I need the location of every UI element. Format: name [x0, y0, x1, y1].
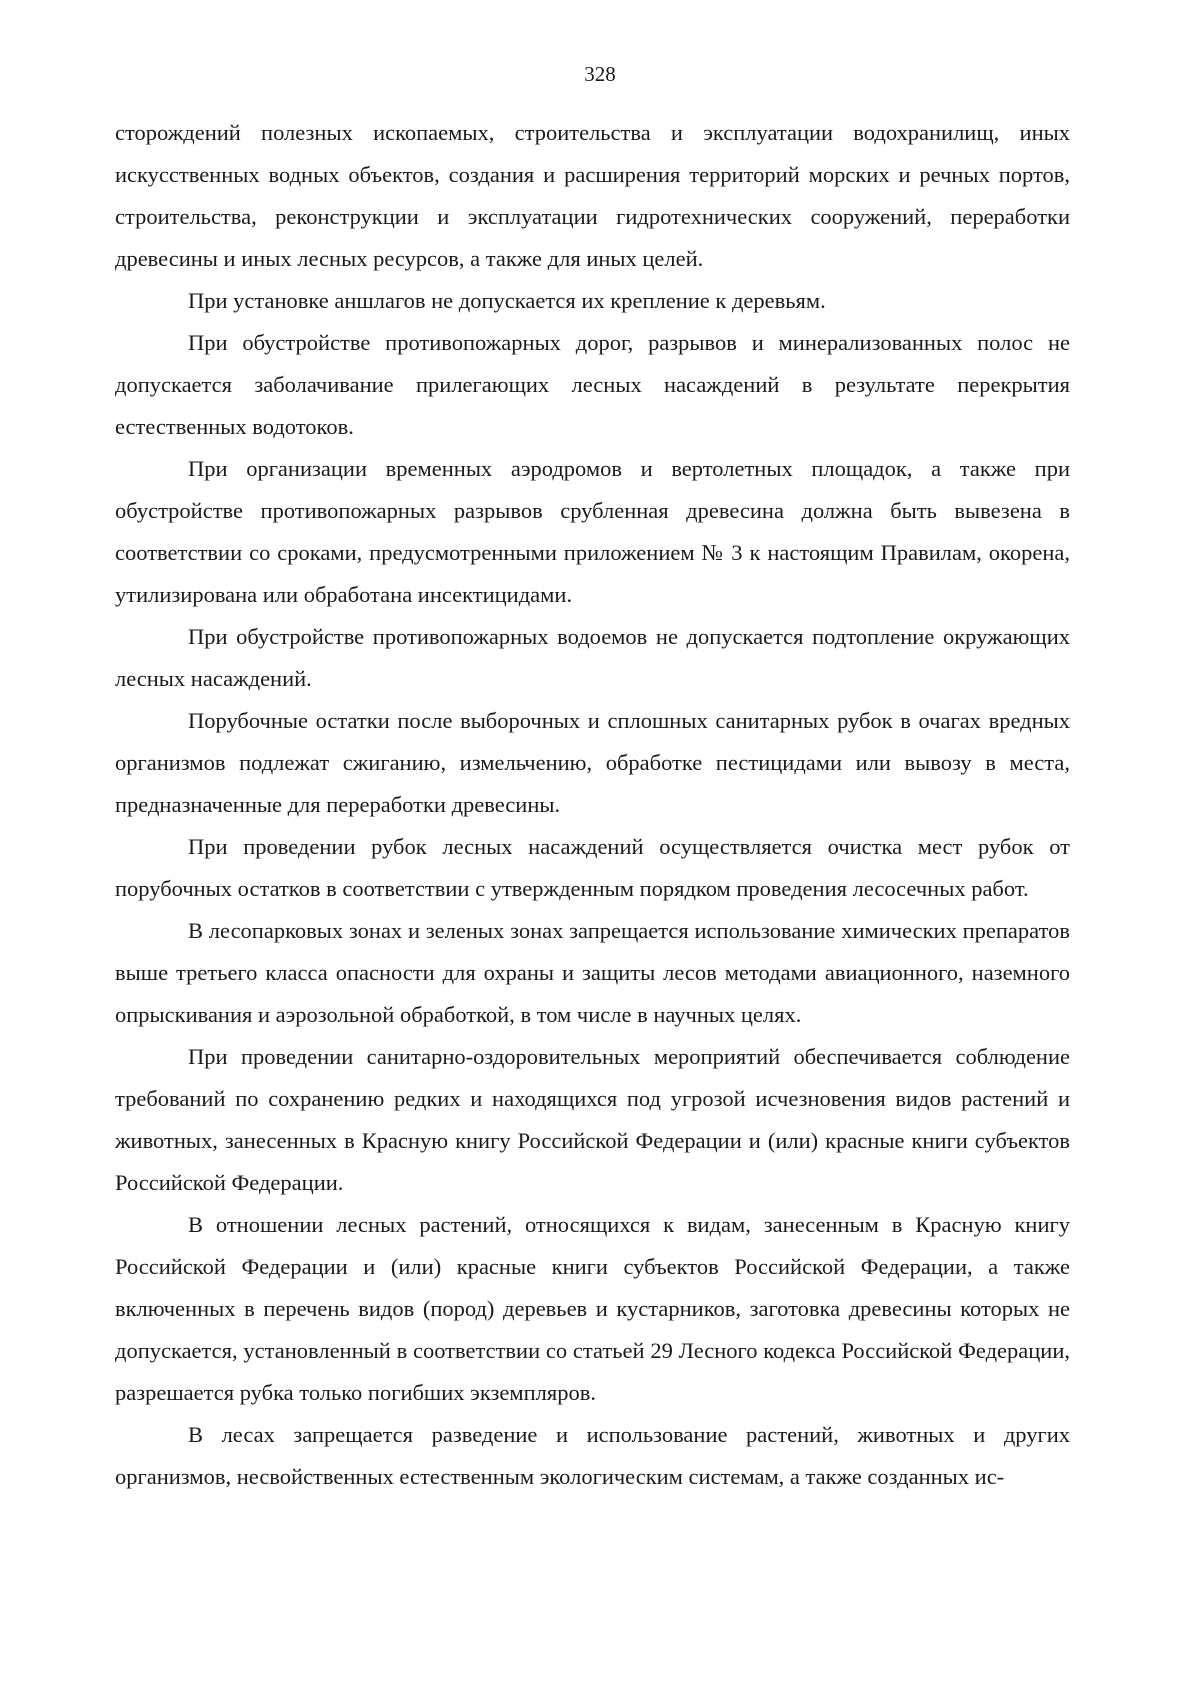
- paragraph-continuation: сторождений полезных ископаемых, строительства и эксплуатации водохранилищ, иных искусственных водных объектов, создания и расширения территорий морских и речных портов, строительства, реконструкции и эксплуатации гидротехнических сооружений, переработки древесины и иных лесных ресурсов, а также для иных целей.: [115, 120, 1070, 271]
- paragraph: При проведении санитарно-оздоровительных мероприятий обеспечивается соблюдение требований по сохранению редких и находящихся под угрозой исчезновения видов растений и животных, занесенных в Красную книгу Российской Федерации и (или) красные книги субъектов Российской Федерации.: [115, 1044, 1070, 1195]
- paragraph: При обустройстве противопожарных водоемов не допускается подтопление окружающих лесных насаждений.: [115, 624, 1070, 691]
- page-number: 328: [584, 62, 616, 86]
- paragraph: При обустройстве противопожарных дорог, разрывов и минерализованных полос не допускается заболачивание прилегающих лесных насаждений в результате перекрытия естественных водотоков.: [115, 330, 1070, 439]
- paragraph: В лесопарковых зонах и зеленых зонах запрещается использование химических препаратов выше третьего класса опасности для охраны и защиты лесов методами авиационного, наземного опрыскивания и аэрозольной обработкой, в том числе в научных целях.: [115, 918, 1070, 1027]
- page-body: [115, 112, 1070, 1498]
- paragraph: Порубочные остатки после выборочных и сплошных санитарных рубок в очагах вредных организмов подлежат сжиганию, измельчению, обработке пестицидами или вывозу в места, предназначенные для переработки древесины.: [115, 708, 1070, 817]
- paragraph: При проведении рубок лесных насаждений осуществляется очистка мест рубок от порубочных остатков в соответствии с утвержденным порядком проведения лесосечных работ.: [115, 834, 1070, 901]
- paragraph: При организации временных аэродромов и вертолетных площадок, а также при обустройстве противопожарных разрывов срубленная древесина должна быть вывезена в соответствии со сроками, предусмотренными приложением № 3 к настоящим Правилам, окорена, утилизирована или обработана инсектицидами.: [115, 456, 1070, 607]
- paragraph: В отношении лесных растений, относящихся к видам, занесенным в Красную книгу Российской Федерации и (или) красные книги субъектов Российской Федерации, а также включенных в перечень видов (пород) деревьев и кустарников, заготовка древесины которых не допускается, установленный в соответствии со статьей 29 Лесного кодекса Российской Федерации, разрешается рубка только погибших экземпляров.: [115, 1212, 1070, 1405]
- paragraph: При установке аншлагов не допускается их крепление к деревьям.: [188, 288, 826, 313]
- paragraph: В лесах запрещается разведение и использование растений, животных и других организмов, несвойственных естественным экологическим системам, а также созданных ис-: [115, 1422, 1070, 1489]
